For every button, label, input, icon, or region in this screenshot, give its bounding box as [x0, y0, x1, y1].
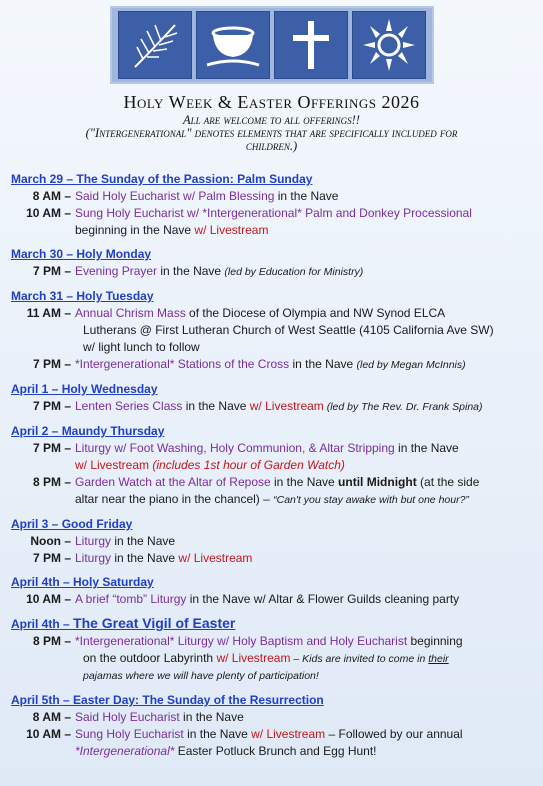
- event-row: 7 PM – *Intergenerational* Stations of the Cross in the Nave (led by Megan McInnis): [11, 356, 536, 374]
- event-title: *Intergenerational* Liturgy w/ Holy Baptism and Holy Eucharist: [75, 634, 408, 648]
- day-section: [11, 171, 536, 239]
- day-section: [11, 288, 536, 374]
- event-continuation: on the outdoor Labyrinth w/ Livestream – Kids are invited to come in their: [83, 651, 449, 665]
- event-time: 7 PM –: [32, 441, 71, 455]
- event-time: 10 AM –: [26, 727, 71, 741]
- palm-branch-icon: [118, 11, 192, 79]
- bowl-icon: [196, 11, 270, 79]
- event-time: 10 AM –: [26, 592, 71, 606]
- event-row: 8 AM – Said Holy Eucharist w/ Palm Blessing in the Nave: [11, 188, 536, 205]
- livestream-label: w/ Livestream: [249, 399, 324, 413]
- event-time: 7 PM –: [32, 551, 71, 565]
- leader-note: (led by Megan McInnis): [356, 359, 466, 371]
- leader-note: (led by The Rev. Dr. Frank Spina): [323, 401, 483, 413]
- day-heading: March 29 – The Sunday of the Passion: Palm Sunday: [11, 172, 313, 186]
- event-time: 8 PM –: [32, 634, 71, 648]
- day-section: [11, 574, 536, 608]
- event-time: 10 AM –: [26, 206, 71, 220]
- livestream-label: w/ Livestream: [216, 651, 291, 665]
- event-row: 10 AM – Sung Holy Eucharist in the Nave w/ Livestream – Followed by our annual *Intergenerational* Easter Potluck Brunch and Egg Hunt!: [11, 726, 536, 760]
- event-row: 8 AM – Said Holy Eucharist in the Nave: [11, 709, 536, 726]
- event-time: 7 PM –: [32, 357, 71, 371]
- day-section: [11, 423, 536, 509]
- page-title: Holy Week & Easter Offerings 2026: [123, 92, 420, 112]
- event-title: Evening Prayer: [75, 264, 158, 278]
- event-title: A brief “tomb” Liturgy: [75, 592, 187, 606]
- day-heading: April 2 – Maundy Thursday: [11, 424, 165, 438]
- event-row: 7 PM – Evening Prayer in the Nave (led by Education for Ministry): [11, 263, 536, 281]
- day-heading: April 4th – The Great Vigil of Easter: [11, 615, 236, 631]
- header-banner: [110, 6, 434, 84]
- day-section: [11, 381, 536, 416]
- page-subtitle: [60, 114, 483, 153]
- day-section: [11, 516, 536, 567]
- day-heading: March 31 – Holy Tuesday: [11, 289, 154, 303]
- sun-icon: [352, 11, 426, 79]
- event-row: 10 AM – A brief “tomb” Liturgy in the Nave w/ Altar & Flower Guilds cleaning party: [11, 591, 536, 608]
- event-time: 11 AM –: [26, 306, 71, 320]
- event-time: 7 PM –: [32, 399, 71, 413]
- day-heading: April 1 – Holy Wednesday: [11, 382, 158, 396]
- welcome-line: All are welcome to all offerings!!: [183, 113, 360, 127]
- event-time: 7 PM –: [32, 264, 71, 278]
- event-title: *Intergenerational* Stations of the Cross: [75, 357, 290, 371]
- day-section: [11, 615, 536, 685]
- garden-watch-note: (includes 1st hour of Garden Watch): [149, 458, 345, 472]
- scripture-quote: “Can't you stay awake with but one hour?”: [273, 494, 469, 506]
- event-title: Liturgy: [75, 534, 112, 548]
- event-time: 8 AM –: [32, 710, 71, 724]
- event-row: 7 PM – Liturgy in the Nave w/ Livestream: [11, 550, 536, 567]
- pajamas-note: pajamas where we will have plenty of participation!: [83, 670, 319, 682]
- day-heading: April 5th – Easter Day: The Sunday of the Resurrection: [11, 693, 324, 707]
- event-title: Sung Holy Eucharist w/ *Intergenerational* Palm and Donkey Processional: [75, 206, 472, 220]
- event-continuation: w/ light lunch to follow: [83, 340, 200, 354]
- event-title: Said Holy Eucharist w/ Palm Blessing: [75, 189, 275, 203]
- event-title: Garden Watch at the Altar of Repose: [75, 475, 271, 489]
- event-time: 8 PM –: [32, 475, 71, 489]
- livestream-label: w/ Livestream: [251, 727, 326, 741]
- event-row: 10 AM – Sung Holy Eucharist w/ *Intergenerational* Palm and Donkey Processional beginning in the Nave w/ Livestream: [11, 205, 536, 239]
- day-heading: April 4th – Holy Saturday: [11, 575, 154, 589]
- day-heading: March 30 – Holy Monday: [11, 247, 152, 261]
- day-section: [11, 692, 536, 760]
- day-heading: April 3 – Good Friday: [11, 517, 133, 531]
- event-title: Sung Holy Eucharist: [75, 727, 184, 741]
- event-row: Noon – Liturgy in the Nave: [11, 533, 536, 550]
- event-title: Annual Chrism Mass: [75, 306, 186, 320]
- event-continuation: Lutherans @ First Lutheran Church of West Seattle (4105 California Ave SW): [83, 323, 494, 337]
- event-row: 11 AM – Annual Chrism Mass of the Diocese of Olympia and NW Synod ELCA: [11, 305, 536, 322]
- event-title: Liturgy: [75, 551, 112, 565]
- livestream-label: w/ Livestream: [194, 223, 269, 237]
- day-section: [11, 246, 536, 281]
- event-row: 8 PM – *Intergenerational* Liturgy w/ Holy Baptism and Holy Eucharist beginning: [11, 633, 536, 650]
- event-row: 7 PM – Liturgy w/ Foot Washing, Holy Communion, & Altar Stripping in the Nave w/ Livestream (includes 1st hour of Garden Watch): [11, 440, 536, 474]
- event-time: 8 AM –: [32, 189, 71, 203]
- livestream-label: w/ Livestream: [178, 551, 253, 565]
- event-time: Noon –: [30, 534, 71, 548]
- event-row: 8 PM – Garden Watch at the Altar of Repose in the Nave until Midnight (at the side altar near the piano in the chancel) – “Can't you stay awake with but one hour?”: [11, 474, 536, 509]
- event-row: 7 PM – Lenten Series Class in the Nave w/ Livestream (led by The Rev. Dr. Frank Spina): [11, 398, 536, 416]
- event-title: Lenten Series Class: [75, 399, 183, 413]
- event-title: Said Holy Eucharist: [75, 710, 180, 724]
- intergenerational-note: ("Intergenerational" denotes elements that are specifically included for children.): [85, 126, 458, 153]
- schedule: [11, 171, 536, 760]
- leader-note: (led by Education for Ministry): [224, 266, 364, 278]
- event-title: Liturgy w/ Foot Washing, Holy Communion, & Altar Stripping: [75, 441, 395, 455]
- cross-icon: [274, 11, 348, 79]
- livestream-label: w/ Livestream: [75, 458, 150, 472]
